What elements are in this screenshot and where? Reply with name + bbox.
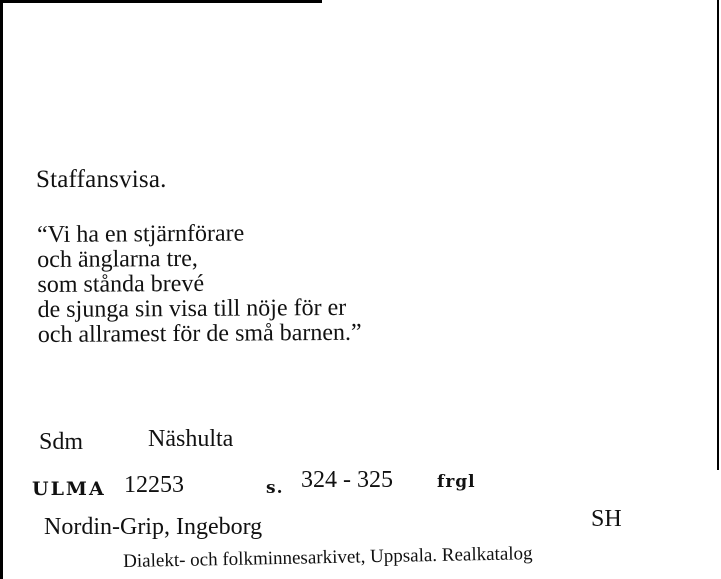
song-title: Staffansvisa.	[36, 166, 167, 193]
archive-footer: Dialekt- och folkminnesarkivet, Uppsala. Realkatalog	[123, 543, 533, 572]
page-range: 324 - 325	[301, 467, 393, 493]
page-label: s.	[266, 478, 284, 498]
record-number: 12253	[124, 472, 184, 498]
province-code: Sdm	[39, 429, 84, 455]
verse-line: och änglarna tre,	[37, 245, 198, 273]
verse-line: som stånda brevé	[37, 270, 205, 298]
verse-line: “Vi ha en stjärnförare	[36, 220, 245, 248]
archive-code: ULMA	[32, 478, 106, 500]
verse-line: och allramest för de små barnen.”	[37, 319, 362, 348]
parish-name: Näshulta	[148, 426, 234, 452]
signature-initials: SH	[591, 506, 622, 532]
verse-line: de sjunga sin visa till nöje för er	[37, 294, 347, 323]
category-code: frgl	[437, 472, 476, 492]
verse-text	[37, 221, 362, 348]
collector-name: Nordin-Grip, Ingeborg	[44, 514, 263, 540]
